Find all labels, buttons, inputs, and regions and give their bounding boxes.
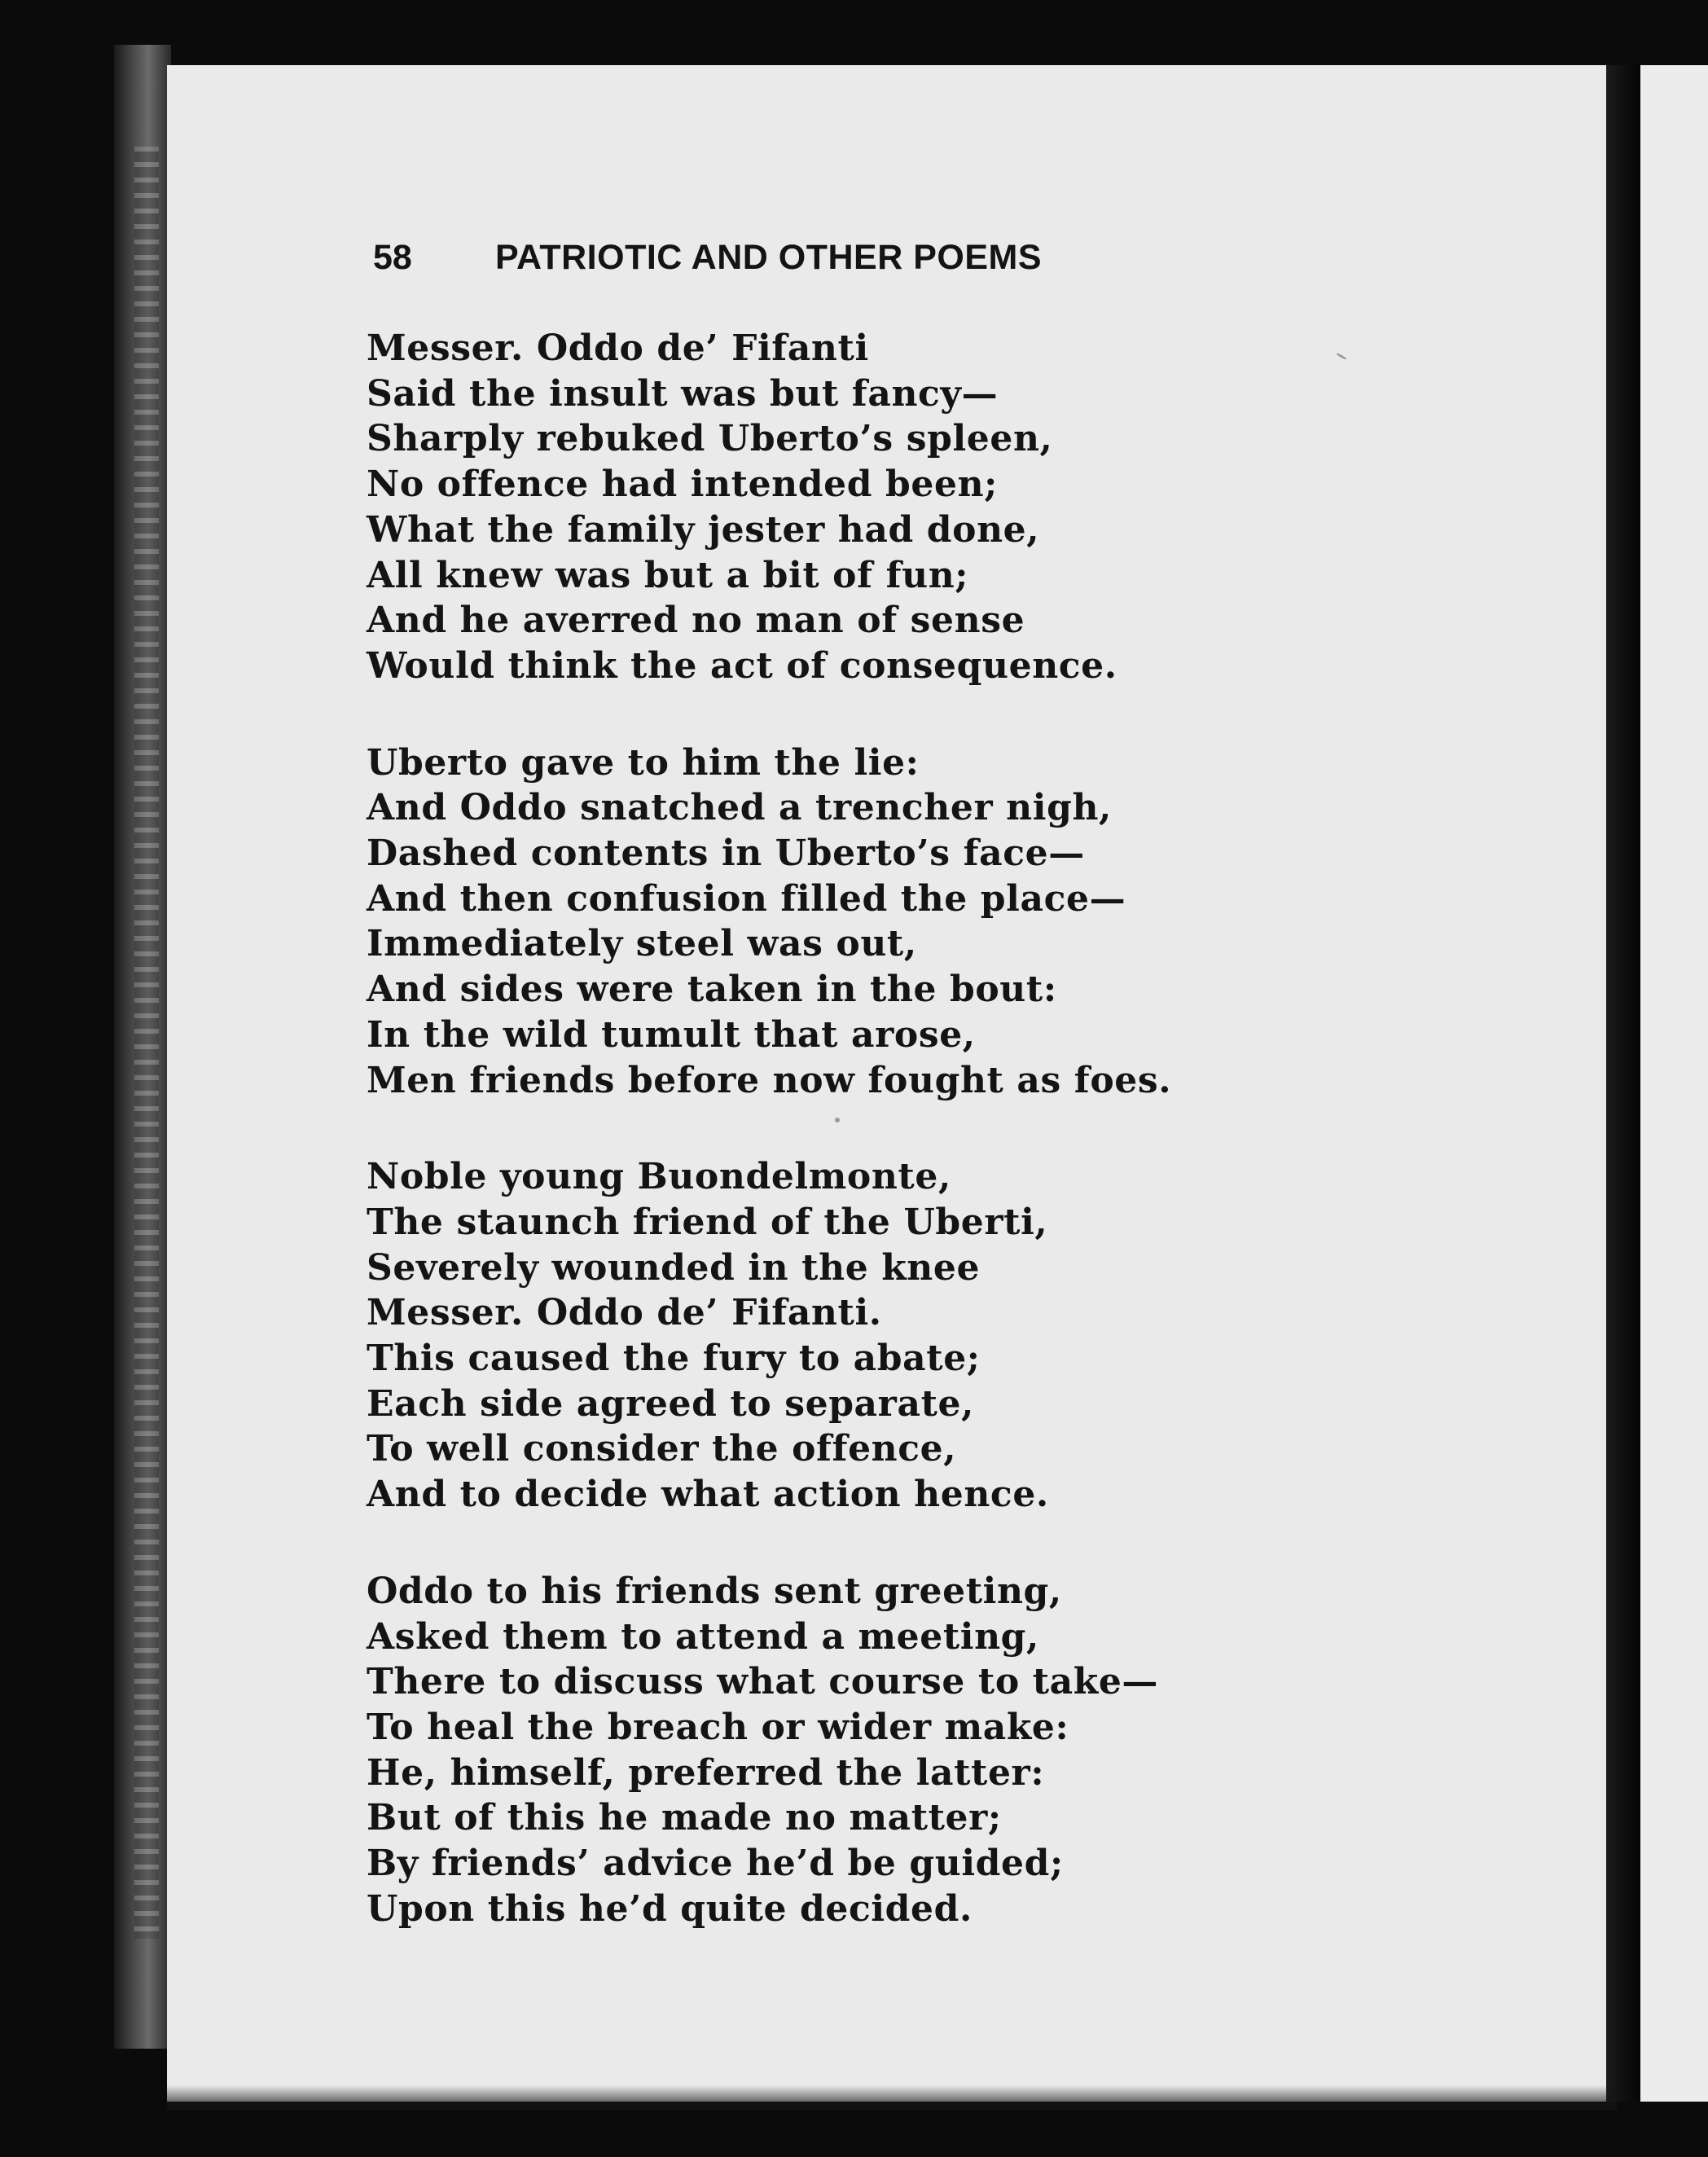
poem-line: In the wild tumult that arose, [367,1013,976,1056]
running-head [373,238,1188,287]
poem-line: The staunch friend of the Uberti, [367,1201,1048,1243]
poem-line: Sharply rebuked Uberto’s spleen, [367,418,1053,460]
poem-line: All knew was but a bit of fun; [367,554,969,596]
poem-line: Men friends before now fought as foes. [367,1059,1172,1101]
poem-line: Immediately steel was out, [367,923,917,965]
binding-texture [134,147,159,1939]
poem-line: Said the insult was but fancy— [367,372,999,415]
poem-line: Upon this he’d quite decided. [367,1887,973,1930]
poem-line: And then confusion filled the place— [367,877,1126,920]
page-number: 58 [373,238,412,277]
poem-line: Would think the act of consequence. [367,644,1117,687]
poem-line: And to decide what action hence. [367,1474,1049,1516]
poem-line: And Oddo snatched a trencher nigh, [367,787,1112,829]
page-bottom-shadow [167,2085,1617,2110]
poem-line: Uberto gave to him the lie: [367,741,920,784]
poem-line: Severely wounded in the knee [367,1246,981,1289]
poem-line: And he averred no man of sense [367,600,1025,642]
poem-line: What the family jester had done, [367,508,1040,551]
stanza-1 [367,326,1262,689]
poem-body [367,326,1262,1983]
poem-line: Noble young Buondelmonte, [367,1156,951,1198]
poem-line: To heal the breach or wider make: [367,1706,1069,1748]
poem-line: Each side agreed to separate, [367,1382,974,1425]
poem-line: Oddo to his friends sent greeting, [367,1570,1062,1612]
poem-line: No offence had intended been; [367,463,999,506]
book-title: PATRIOTIC AND OTHER POEMS [495,238,1043,277]
next-page-edge [1640,65,1708,2102]
poem-line: To well consider the offence, [367,1428,957,1470]
stanza-4 [367,1569,1262,1932]
poem-line: And sides were taken in the bout: [367,969,1057,1011]
poem-line: Messer. Oddo de’ Fifanti [367,327,869,369]
page-gutter [1606,65,1640,2102]
poem-line: Asked them to attend a meeting, [367,1615,1039,1658]
poem-line: This caused the fury to abate; [367,1338,981,1380]
poem-line: By friends’ advice he’d be guided; [367,1843,1064,1885]
poem-line: But of this he made no matter; [367,1797,1002,1839]
stanza-2 [367,740,1262,1104]
poem-line: Dashed contents in Uberto’s face— [367,832,1085,875]
poem-line: There to discuss what course to take— [367,1661,1159,1703]
stanza-3 [367,1154,1262,1518]
poem-line: He, himself, preferred the latter: [367,1751,1045,1794]
poem-line: Messer. Oddo de’ Fifanti. [367,1292,882,1334]
